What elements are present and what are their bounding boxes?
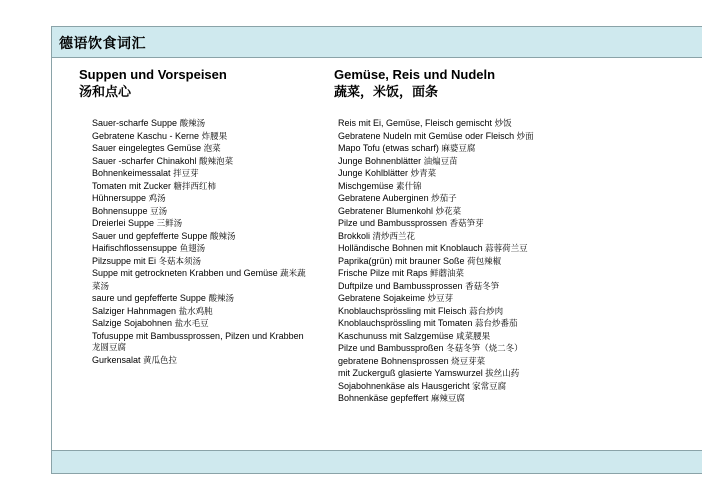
- list-item: [338, 168, 588, 181]
- list-item: [338, 118, 588, 131]
- list-item: [92, 331, 307, 355]
- item-german: Holländische Bohnen mit Knoblauch: [338, 243, 483, 253]
- item-german: Paprika(grün) mit brauner Soße: [338, 255, 465, 266]
- item-chinese: 炒面: [516, 131, 534, 142]
- item-chinese: 鱼翅汤: [179, 244, 206, 254]
- item-chinese: 拌豆芽: [173, 169, 199, 179]
- item-german: Haifischflossensuppe: [92, 243, 178, 253]
- list-item: [92, 206, 307, 219]
- item-chinese: 泡菜: [203, 144, 221, 154]
- item-chinese: 三鲜汤: [156, 219, 183, 229]
- list-item: [338, 268, 588, 281]
- item-german: saure und gepfefferte Suppe: [92, 293, 206, 303]
- item-german: mit Zuckerguß glasierte Yamswurzel: [338, 368, 483, 378]
- item-german: gebratene Bohnensprossen: [338, 355, 449, 366]
- item-german: Reis mit Ei, Gemüse, Fleisch gemischt: [338, 118, 493, 128]
- list-item: [92, 318, 307, 331]
- item-chinese: 豆汤: [150, 206, 168, 217]
- vegetables-list: [338, 118, 588, 406]
- item-chinese: 酸辣汤: [208, 294, 234, 304]
- item-german: Sauer -scharfer Chinakohl: [92, 155, 197, 166]
- list-item: [338, 306, 588, 319]
- list-item: [338, 218, 588, 231]
- list-item: [92, 256, 307, 269]
- item-german: Sauer und gepfefferte Suppe: [92, 230, 208, 241]
- item-chinese: 炸腰果: [201, 131, 228, 142]
- item-german: Bohnenkeimessalat: [92, 168, 171, 178]
- list-item: [92, 143, 307, 156]
- item-chinese: 炒茄子: [431, 194, 457, 204]
- list-item: [338, 243, 588, 256]
- item-german: Bohnenkäse gepfeffert: [338, 393, 429, 403]
- list-item: [92, 218, 307, 231]
- item-chinese: 鲜蘑油菜: [430, 269, 465, 279]
- item-chinese: 糖拌西红柿: [173, 181, 217, 192]
- column-title-soups: Suppen und Vorspeisen: [79, 67, 227, 82]
- item-chinese: 蒜蓉荷兰豆: [485, 244, 528, 254]
- item-german: Dreierlei Suppe: [92, 218, 155, 228]
- list-item: [338, 231, 588, 244]
- item-chinese: 酸辣汤: [209, 231, 236, 242]
- list-item: [338, 293, 588, 306]
- item-german: Gebratener Blumenkohl: [338, 205, 434, 216]
- list-item: [338, 331, 588, 344]
- item-german: Gebratene Auberginen: [338, 193, 429, 203]
- item-chinese: 拔丝山药: [485, 369, 520, 379]
- column-soups: [79, 66, 319, 366]
- list-item: [338, 381, 588, 394]
- item-german: Sauer-scharfe Suppe: [92, 118, 178, 128]
- list-item: [338, 343, 588, 356]
- list-item: [338, 356, 588, 369]
- item-chinese: 酸辣泡菜: [199, 156, 234, 167]
- item-chinese: 香菇冬笋: [465, 281, 500, 292]
- footer-band: [51, 450, 702, 474]
- item-german: Pilzsuppe mit Ei: [92, 255, 157, 266]
- list-item: [92, 118, 307, 131]
- item-chinese: 油煸豆苗: [423, 156, 458, 167]
- item-german: Junge Kohlblätter: [338, 168, 409, 178]
- list-item: [92, 231, 307, 244]
- column-subtitle-soups: 汤和点心: [79, 85, 132, 100]
- item-chinese: 酸辣汤: [179, 119, 206, 129]
- item-chinese: 炒豆芽: [427, 294, 454, 304]
- item-german: Gebratene Sojakeime: [338, 293, 426, 303]
- item-german: Knoblauchsprössling mit Tomaten: [338, 318, 473, 328]
- item-chinese: 麻辣豆腐: [430, 394, 465, 404]
- item-german: Mischgemüse: [338, 180, 394, 191]
- column-vegetables: [334, 66, 584, 404]
- item-chinese: 龙圆豆腐: [92, 343, 127, 353]
- list-item: [92, 168, 307, 181]
- list-item: [92, 268, 307, 293]
- list-item: [92, 181, 307, 194]
- item-chinese: 清炒西兰花: [372, 231, 416, 242]
- item-german: Suppe mit getrockneten Krabben und Gemüse: [92, 268, 278, 278]
- item-german: Gurkensalat: [92, 354, 141, 365]
- soups-list: [92, 118, 307, 367]
- item-german: Mapo Tofu (etwas scharf): [338, 143, 439, 153]
- list-item: [92, 156, 307, 169]
- item-german: Knoblauchsprössling mit Fleisch: [338, 305, 467, 316]
- item-chinese: 炒青菜: [410, 169, 437, 179]
- item-chinese: 蔬米蔬菜汤: [92, 269, 306, 292]
- list-item: [338, 256, 588, 269]
- item-german: Kaschunuss mit Salzgemüse: [338, 330, 454, 341]
- item-german: Sauer eingelegtes Gemüse: [92, 143, 202, 153]
- item-chinese: 盐水毛豆: [174, 319, 209, 329]
- list-item: [338, 281, 588, 294]
- item-chinese: 荷包辣椒: [467, 256, 502, 267]
- column-title-vegetables: Gemüse, Reis und Nudeln: [334, 67, 496, 82]
- item-german: Hühnersuppe: [92, 193, 147, 203]
- list-item: [92, 355, 307, 368]
- item-chinese: 鸡汤: [148, 194, 166, 204]
- item-german: Tomaten mit Zucker: [92, 180, 172, 191]
- item-chinese: 盐水鸡肫: [178, 306, 213, 317]
- item-german: Salzige Sojabohnen: [92, 318, 173, 328]
- item-chinese: 蒜台炒肉: [469, 306, 504, 317]
- item-german: Gebratene Kaschu - Kerne: [92, 130, 200, 141]
- item-german: Junge Bohnenblätter: [338, 155, 422, 166]
- item-german: Tofusuppe mit Bambussprossen, Pilzen und Krabben: [92, 330, 304, 341]
- item-chinese: 黄瓜色拉: [143, 355, 178, 366]
- item-german: Frische Pilze mit Raps: [338, 268, 428, 278]
- list-item: [92, 243, 307, 256]
- item-chinese: 家常豆腐: [472, 381, 507, 392]
- list-item: [338, 143, 588, 156]
- list-item: [338, 131, 588, 144]
- list-item: [92, 293, 307, 306]
- list-item: [338, 318, 588, 331]
- list-item: [338, 368, 588, 381]
- item-german: Pilze und Bambussprossen: [338, 218, 448, 228]
- item-german: Gebratene Nudeln mit Gemüse oder Fleisch: [338, 130, 515, 141]
- item-german: Pilze und Bambussproßen: [338, 343, 444, 353]
- list-item: [338, 193, 588, 206]
- list-item: [92, 193, 307, 206]
- item-chinese: 烧豆芽菜: [451, 356, 486, 367]
- item-german: Sojabohnenkäse als Hausgericht: [338, 380, 470, 391]
- page-title: 德语饮食词汇: [59, 36, 146, 52]
- item-german: Duftpilze und Bambussprossen: [338, 280, 463, 291]
- list-item: [92, 306, 307, 319]
- header-band: [51, 26, 702, 58]
- list-item: [92, 131, 307, 144]
- item-chinese: 蒜台炒番茄: [474, 319, 518, 329]
- item-chinese: 炒花菜: [435, 206, 462, 217]
- item-chinese: 咸菜腰果: [456, 331, 491, 342]
- frame-left-rule: [51, 58, 52, 450]
- item-german: Salziger Hahnmagen: [92, 305, 177, 316]
- list-item: [338, 393, 588, 406]
- list-item: [338, 156, 588, 169]
- item-chinese: 冬菇冬笋（烧二冬）: [446, 344, 523, 354]
- item-german: Brokkoli: [338, 230, 371, 241]
- item-chinese: 素什锦: [396, 181, 422, 192]
- item-chinese: 麻婆豆腐: [441, 144, 476, 154]
- item-chinese: 炒饭: [494, 119, 512, 129]
- list-item: [338, 206, 588, 219]
- item-chinese: 冬菇本须汤: [158, 256, 202, 267]
- column-subtitle-vegetables: 蔬菜，米饭，面条: [334, 85, 439, 100]
- item-german: Bohnensuppe: [92, 205, 148, 216]
- item-chinese: 香菇笋芽: [449, 219, 484, 229]
- list-item: [338, 181, 588, 194]
